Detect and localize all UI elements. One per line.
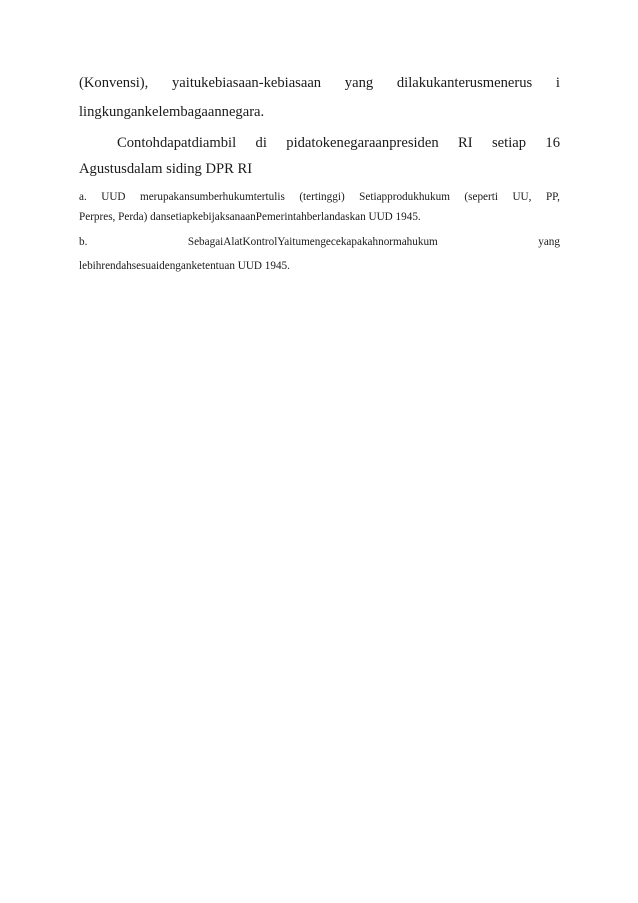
word: SebagaiAlatKontrolYaitumengecekapakahnormahukum (187, 236, 438, 248)
item-a-line-1 (79, 191, 560, 203)
word: UUD (101, 191, 126, 203)
paragraph-1-line-1 (79, 75, 560, 92)
paragraph-2-line-2: Agustusdalam siding DPR RI (79, 161, 253, 177)
word: yaitukebiasaan-kebiasaan (172, 75, 322, 91)
word: i (555, 75, 560, 91)
paragraph-1-line-2: lingkungankelembagaannegara. (79, 104, 265, 120)
word: Setiapprodukhukum (359, 191, 450, 203)
word: yang (344, 75, 374, 91)
word: (tertinggi) (299, 191, 345, 203)
word: merupakansumberhukumtertulis (140, 191, 285, 203)
word: (seperti (464, 191, 498, 203)
word: PP, (545, 191, 560, 203)
word: b. (79, 236, 88, 248)
item-a-line-2: Perpres, Perda) dansetiapkebijaksanaanPemerintahberlandaskan UUD 1945. (79, 211, 421, 223)
word: RI (458, 135, 473, 151)
word: yang (538, 236, 560, 248)
word: (Konvensi), (79, 75, 149, 91)
word: UU, (512, 191, 532, 203)
word: 16 (545, 135, 560, 151)
word: Contohdapatdiambil (117, 135, 237, 151)
item-b-line-2: lebihrendahsesuaidenganketentuan UUD 1945. (79, 260, 290, 272)
paragraph-2-line-1 (117, 135, 560, 152)
word: a. (79, 191, 87, 203)
word: di (255, 135, 267, 151)
word: pidatokenegaraanpresiden (286, 135, 439, 151)
word: setiap (491, 135, 527, 151)
item-b-line-1 (79, 236, 560, 248)
word: dilakukanterusmenerus (396, 75, 533, 91)
